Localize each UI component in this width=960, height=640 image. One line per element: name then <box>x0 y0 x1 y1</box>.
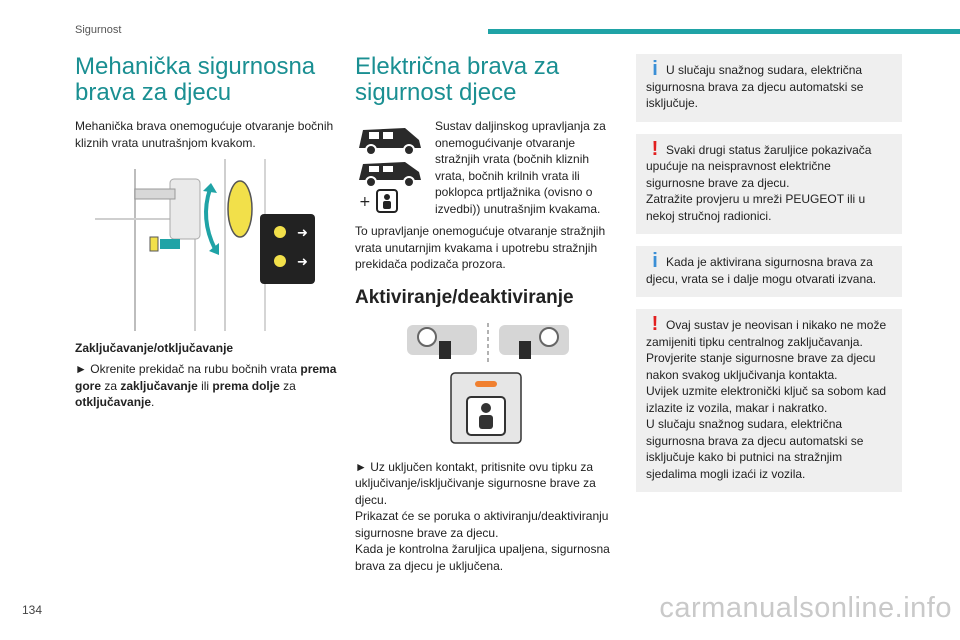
dashboard-rhd-icon <box>499 325 569 359</box>
mechanical-instruction <box>75 361 340 411</box>
note-text: U slučaju snažnog sudara, električna sigurnosna brava za djecu automatski se isključuje. <box>646 63 864 110</box>
lock-unlock-subheading: Zaključavanje/otključavanje <box>75 341 234 355</box>
svg-text:+: + <box>359 194 371 210</box>
note-text: U slučaju snažnog sudara, električna sigurnosna brava za djecu automatski se isključuje kako bi putnici na stražnjim sjedalima mogli izaći iz vozila. <box>646 417 864 481</box>
warning-icon: ! <box>651 137 659 160</box>
note-text: Uvijek uzmite elektronički ključ sa sobom kad izlazite iz vozila, makar i nakratko. <box>646 384 887 415</box>
mechanical-lock-illustration <box>75 159 315 331</box>
vehicle-icons <box>355 118 425 217</box>
note-text: Kada je aktivirana sigurnosna brava za djecu, vrata se i dalje mogu otvarati izvana. <box>646 255 877 286</box>
instruction-text: ili <box>197 378 213 393</box>
page-number: 134 <box>22 603 43 617</box>
instruction-bold: otključavanje <box>75 395 152 409</box>
control-button-illustration <box>355 319 620 449</box>
warning-icon: ! <box>651 313 659 335</box>
instruction-text: za <box>279 378 296 393</box>
child-lock-button <box>451 373 521 443</box>
system-description: To upravljanje onemogućuje otvaranje stražnjih vrata unutarnjim kvakama i upotrebu stražnjih prekidača podizača prozora. <box>355 224 606 271</box>
warning-note <box>636 134 902 235</box>
instruction-line: Kada je kontrolna žaruljica upaljena, sigurnosna brava za djecu je uključena. <box>355 542 610 573</box>
activation-subheading: Aktiviranje/deaktiviranje <box>355 286 574 308</box>
note-text: Svaki drugi status žaruljice pokazivača upućuje na neispravnost električne sigurnosne brave za djecu. <box>646 142 872 190</box>
van-icon <box>355 122 425 158</box>
note-text: Provjerite stanje sigurnosne brave za djecu nakon svakog uključivanja kontakta. <box>646 351 876 382</box>
note-text: Ovaj sustav je neovisan i nikako ne može zamijeniti tipku centralnog zaključavanja. <box>646 318 887 349</box>
section-heading-mechanical: Mehanička sigurnosna brava za djecu <box>75 53 316 106</box>
instruction-bold: prema dolje <box>212 378 280 393</box>
van-with-lock-icon <box>355 158 425 214</box>
column-mechanical-lock <box>75 54 340 419</box>
instruction-line: Prikazat će se poruka o aktiviranju/deaktiviranju sigurnosne brave za djecu. <box>355 509 609 540</box>
activation-instruction <box>355 459 620 575</box>
info-icon: i <box>652 250 658 272</box>
watermark: carmanualsonline.info <box>659 592 952 624</box>
svg-text:➜: ➜ <box>297 255 308 270</box>
instruction-bold: prema gore <box>75 362 337 393</box>
running-header: Sigurnost <box>75 24 122 36</box>
instruction-line: Uz uključen kontakt, pritisnite ovu tipku za uključivanje/isključivanje sigurnosne brave za djecu. <box>355 459 596 507</box>
mechanical-intro: Mehanička brava onemogućuje otvaranje bočnih kliznih vrata unutrašnjom kvakom. <box>75 119 334 150</box>
bullet-arrow: ► <box>75 362 87 376</box>
info-note <box>636 246 902 297</box>
bullet-arrow: ► <box>355 459 367 474</box>
column-electric-lock <box>355 54 620 582</box>
system-intro-row <box>355 118 620 217</box>
instruction-text: . <box>151 395 155 409</box>
instruction-text: za <box>101 378 121 393</box>
section-heading-electric: Električna brava za sigurnost djece <box>355 53 560 106</box>
note-text: Zatražite provjeru u mreži PEUGEOT ili u nekoj stručnoj radionici. <box>646 192 866 223</box>
info-icon: i <box>652 58 658 80</box>
svg-text:➜: ➜ <box>297 226 308 241</box>
instruction-bold: zaključavanje <box>120 378 198 393</box>
instruction-text: Okrenite prekidač na rubu bočnih vrata <box>90 362 301 376</box>
column-notes <box>636 54 902 504</box>
warning-note <box>636 309 902 492</box>
info-note <box>636 54 902 122</box>
system-intro: Sustav daljinskog upravljanja za onemogućivanje otvaranje stražnjih vrata (bočnih kliznih vrata, bočnih krilnih vrata ili poklopca prtljažnika (ovisno o izvedbi)) unutrašnjim kvakama. <box>435 119 606 216</box>
dashboard-lhd-icon <box>407 325 477 359</box>
header-accent-bar <box>488 29 960 34</box>
